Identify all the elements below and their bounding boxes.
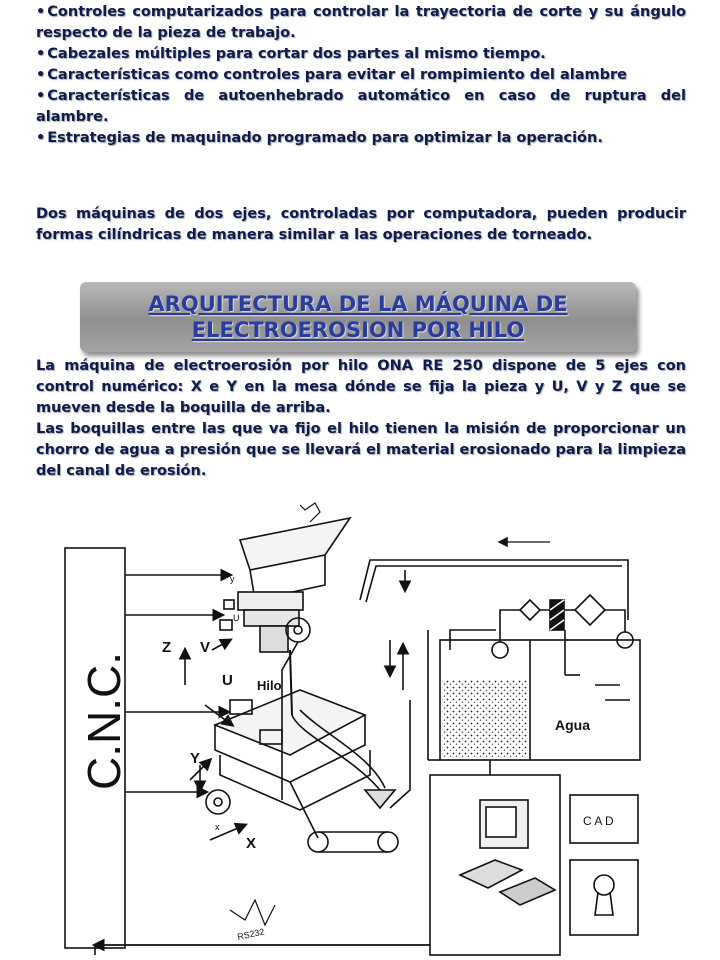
pump: [492, 642, 508, 658]
feature-bullet-list: [36, 2, 686, 149]
paragraph: La máquina de electroerosión por hilo ONA RE 250 dispone de 5 ejes con control numérico: X e Y en la mesa dónde se fija la pieza y U, V y Z que se mueven desde la boquilla de arriba.: [36, 358, 686, 416]
axis-u-label: U: [222, 672, 233, 689]
axis-v-label: V: [200, 639, 211, 656]
cad-label: C A D: [583, 814, 614, 828]
small-x-label: x: [215, 822, 220, 832]
bullet-item: • Características de autoenhebrado automático en caso de ruptura del alambre.: [36, 88, 686, 125]
axis-z-label: Z: [162, 639, 172, 656]
axis-x-label: X: [246, 835, 257, 852]
ion-exchange: [575, 595, 605, 625]
rs232-label: RS232: [236, 926, 266, 942]
disk-drive: [500, 878, 555, 905]
section-title: [148, 291, 567, 343]
keyhole-icon: [594, 875, 614, 895]
filter: [520, 600, 540, 620]
intro-paragraph: Dos máquinas de dos ejes, controladas por computadora, pueden producir formas cilíndricas de manera similar a las operaciones de torneado.: [36, 206, 686, 243]
description-paragraphs: [36, 356, 686, 482]
paragraph: Las boquillas entre las que va fijo el hilo tienen la misión de proporcionar un chorro de agua a presión que se llevará el material erosionado para la limpieza del canal de erosión.: [36, 421, 686, 479]
water-label: Agua: [555, 717, 590, 733]
cnc-label: C.N.C.: [78, 652, 130, 790]
bullet-item: • Controles computarizados para controlar la trayectoria de corte y su ángulo respecto de la pieza de trabajo.: [36, 4, 686, 41]
keyboard: [460, 860, 522, 888]
lower-spool: [206, 790, 230, 814]
axis-y-label: Y: [190, 750, 201, 767]
bullet-item: • Características como controles para evitar el rompimiento del alambre: [36, 67, 627, 83]
supply-pipe: [360, 560, 628, 620]
small-y-label: y: [230, 574, 235, 584]
section-header-box: [80, 282, 636, 352]
bullet-item: • Estrategias de maquinado programado para optimizar la operación.: [36, 130, 603, 146]
small-u-label: U: [233, 613, 240, 623]
collector-funnel: [365, 790, 395, 808]
upper-head: [240, 518, 350, 570]
bullet-item: • Cabezales múltiples para cortar dos partes al mismo tiempo.: [36, 46, 546, 62]
slide-stack: [238, 592, 303, 610]
wire-label: Hilo: [257, 678, 282, 693]
wire-edm-schematic-diagram: [50, 500, 700, 960]
section-title-line2: ELECTROEROSION POR HILO: [191, 318, 525, 342]
section-title-line1: ARQUITECTURA DE LA MÁQUINA DE: [148, 292, 568, 316]
